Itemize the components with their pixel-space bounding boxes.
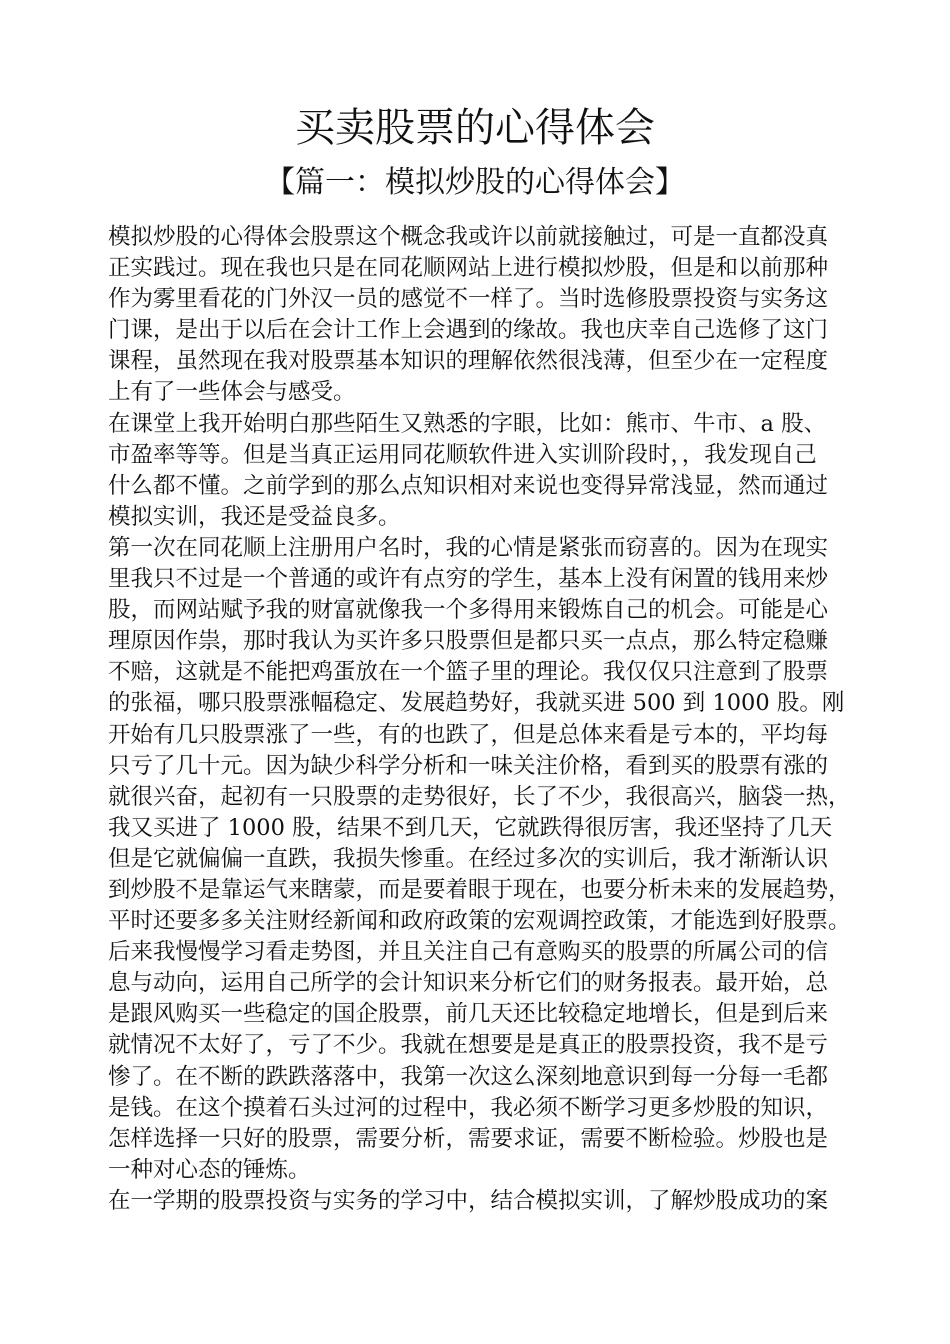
text-line: 的张福，哪只股票涨幅稳定、发展趋势好，我就买进 500 到 1000 股。刚 — [108, 690, 845, 717]
text-line: 到炒股不是靠运气来瞎蒙，而是要着眼于现在，也要分析未来的发展趋势， — [108, 876, 851, 903]
text-line: 息与动向，运用自己所学的会计知识来分析它们的财务报表。最开始，总 — [108, 970, 829, 997]
text-line: 什么都不懂。之前学到的那么点知识相对来说也变得异常浅显，然而通过 — [108, 472, 829, 499]
text-line: 模拟炒股的心得体会股票这个概念我或许以前就接触过，可是一直都没真 — [108, 224, 829, 250]
document-title: 买卖股票的心得体会 — [295, 105, 655, 151]
text-line: 就很兴奋，起初有一只股票的走势很好，长了不少，我很高兴，脑袋一热， — [108, 783, 851, 810]
text-line: 市盈率等等。但是当真正运用同花顺软件进入实训阶段时，，我发现自己 — [108, 441, 817, 468]
text-line: 门课，是出于以后在会计工作上会遇到的缘故。我也庆幸自己选修了这门 — [108, 317, 829, 344]
text-line: 我又买进了 1000 股，结果不到几天，它就跌得很厉害，我还坚持了几天 — [108, 814, 833, 841]
section-heading: 【篇一：模拟炒股的心得体会】 — [265, 165, 685, 200]
text-line: 开始有几只股票涨了一些，有的也跌了，但是总体来看是亏本的，平均每 — [108, 721, 829, 748]
text-line: 里我只不过是一个普通的或许有点穷的学生，基本上没有闲置的钱用来炒 — [108, 566, 829, 593]
text-line: 在课堂上我开始明白那些陌生又熟悉的字眼，比如：熊市、牛市、a 股、 — [108, 410, 827, 437]
text-line: 平时还要多多关注财经新闻和政府政策的宏观调控政策，才能选到好股票。 — [108, 908, 851, 935]
text-line: 是跟风购买一些稳定的国企股票，前几天还比较稳定地增长，但是到后来 — [108, 1001, 829, 1028]
text-line: 但是它就偏偏一直跌，我损失惨重。在经过多次的实训后，我才渐渐认识 — [108, 845, 829, 872]
text-line: 在一学期的股票投资与实务的学习中，结合模拟实训，了解炒股成功的案 — [108, 1187, 829, 1214]
body-text — [108, 222, 858, 1217]
text-line: 第一次在同花顺上注册用户名时，我的心情是紧张而窃喜的。因为在现实 — [108, 534, 829, 561]
text-line: 就情况不太好了，亏了不少。我就在想要是是真正的股票投资，我不是亏 — [108, 1032, 829, 1059]
text-line: 股，而网站赋予我的财富就像我一个多得用来锻炼自己的机会。可能是心 — [108, 597, 829, 624]
text-line: 课程，虽然现在我对股票基本知识的理解依然很浅薄，但至少在一定程度 — [108, 348, 829, 375]
text-line: 惨了。在不断的跌跌落落中，我第一次这么深刻地意识到每一分每一毛都 — [108, 1063, 829, 1090]
text-line: 不赔，这就是不能把鸡蛋放在一个篮子里的理论。我仅仅只注意到了股票 — [108, 659, 829, 686]
text-line: 是钱。在这个摸着石头过河的过程中，我必须不断学习更多炒股的知识， — [108, 1094, 829, 1121]
text-line: 上有了一些体会与感受。 — [108, 379, 356, 406]
text-line: 只亏了几十元。因为缺少科学分析和一味关注价格，看到买的股票有涨的 — [108, 752, 829, 779]
text-line: 理原因作祟，那时我认为买许多只股票但是都只买一点点，那么特定稳赚 — [108, 628, 829, 655]
text-line: 后来我慢慢学习看走势图，并且关注自己有意购买的股票的所属公司的信 — [108, 939, 829, 966]
text-line: 作为雾里看花的门外汉一员的感觉不一样了。当时选修股票投资与实务这 — [108, 286, 829, 313]
text-line: 怎样选择一只好的股票，需要分析，需要求证，需要不断检验。炒股也是 — [108, 1125, 829, 1152]
text-line: 一种对心态的锤炼。 — [108, 1156, 311, 1183]
text-line: 模拟实训，我还是受益良多。 — [108, 503, 401, 530]
text-line: 正实践过。现在我也只是在同花顺网站上进行模拟炒股，但是和以前那种 — [108, 255, 829, 282]
